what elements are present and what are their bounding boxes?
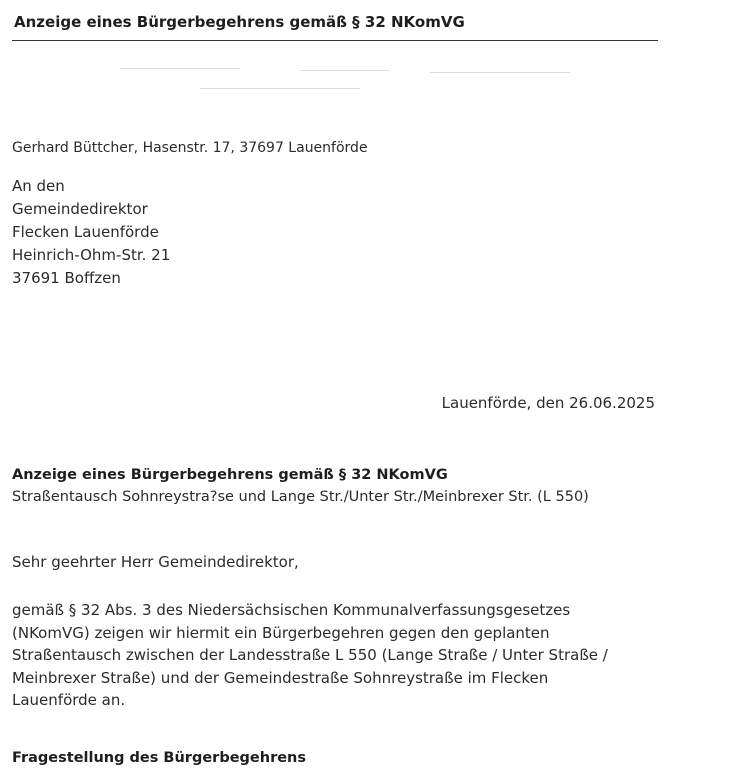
- scan-artifact: [200, 88, 360, 89]
- scan-artifact: [120, 68, 240, 69]
- body-line: Meinbrexer Straße) und der Gemeindestraße Sohnreystraße im Flecken: [12, 668, 549, 687]
- subject-line: Straßentausch Sohnreystra?se und Lange Str./Unter Str./Meinbrexer Str. (L 550): [12, 489, 589, 505]
- sender-address: Gerhard Büttcher, Hasenstr. 17, 37697 Lauenförde: [12, 140, 368, 156]
- scan-artifact: [300, 70, 390, 71]
- body-paragraph: [12, 599, 652, 712]
- header-rule: [12, 40, 658, 41]
- body-line: gemäß § 32 Abs. 3 des Niedersächsischen Kommunalverfassungsgesetzes: [12, 601, 571, 619]
- recipient-line: An den: [12, 177, 65, 195]
- subject-title: Anzeige eines Bürgerbegehrens gemäß § 32 NKomVG: [12, 467, 448, 483]
- body-line: Lauenförde an.: [12, 691, 126, 710]
- header-title: Anzeige eines Bürgerbegehrens gemäß § 32 NKomVG: [14, 13, 465, 31]
- scan-artifact: [430, 72, 570, 73]
- recipient-address: [12, 175, 170, 290]
- recipient-line: Gemeindedirektor: [12, 200, 148, 218]
- section-heading: Fragestellung des Bürgerbegehrens: [12, 750, 307, 766]
- recipient-line: Flecken Lauenförde: [12, 223, 159, 241]
- recipient-line: Heinrich-Ohm-Str. 21: [12, 246, 171, 264]
- body-line: Straßentausch zwischen der Landesstraße L 550 (Lange Straße / Unter Straße /: [12, 646, 608, 665]
- body-line: (NKomVG) zeigen wir hiermit ein Bürgerbegehren gegen den geplanten: [12, 623, 550, 642]
- date-line: Lauenförde, den 26.06.2025: [441, 394, 655, 412]
- recipient-line: 37691 Boffzen: [12, 269, 121, 287]
- salutation: Sehr geehrter Herr Gemeindedirektor,: [12, 553, 299, 571]
